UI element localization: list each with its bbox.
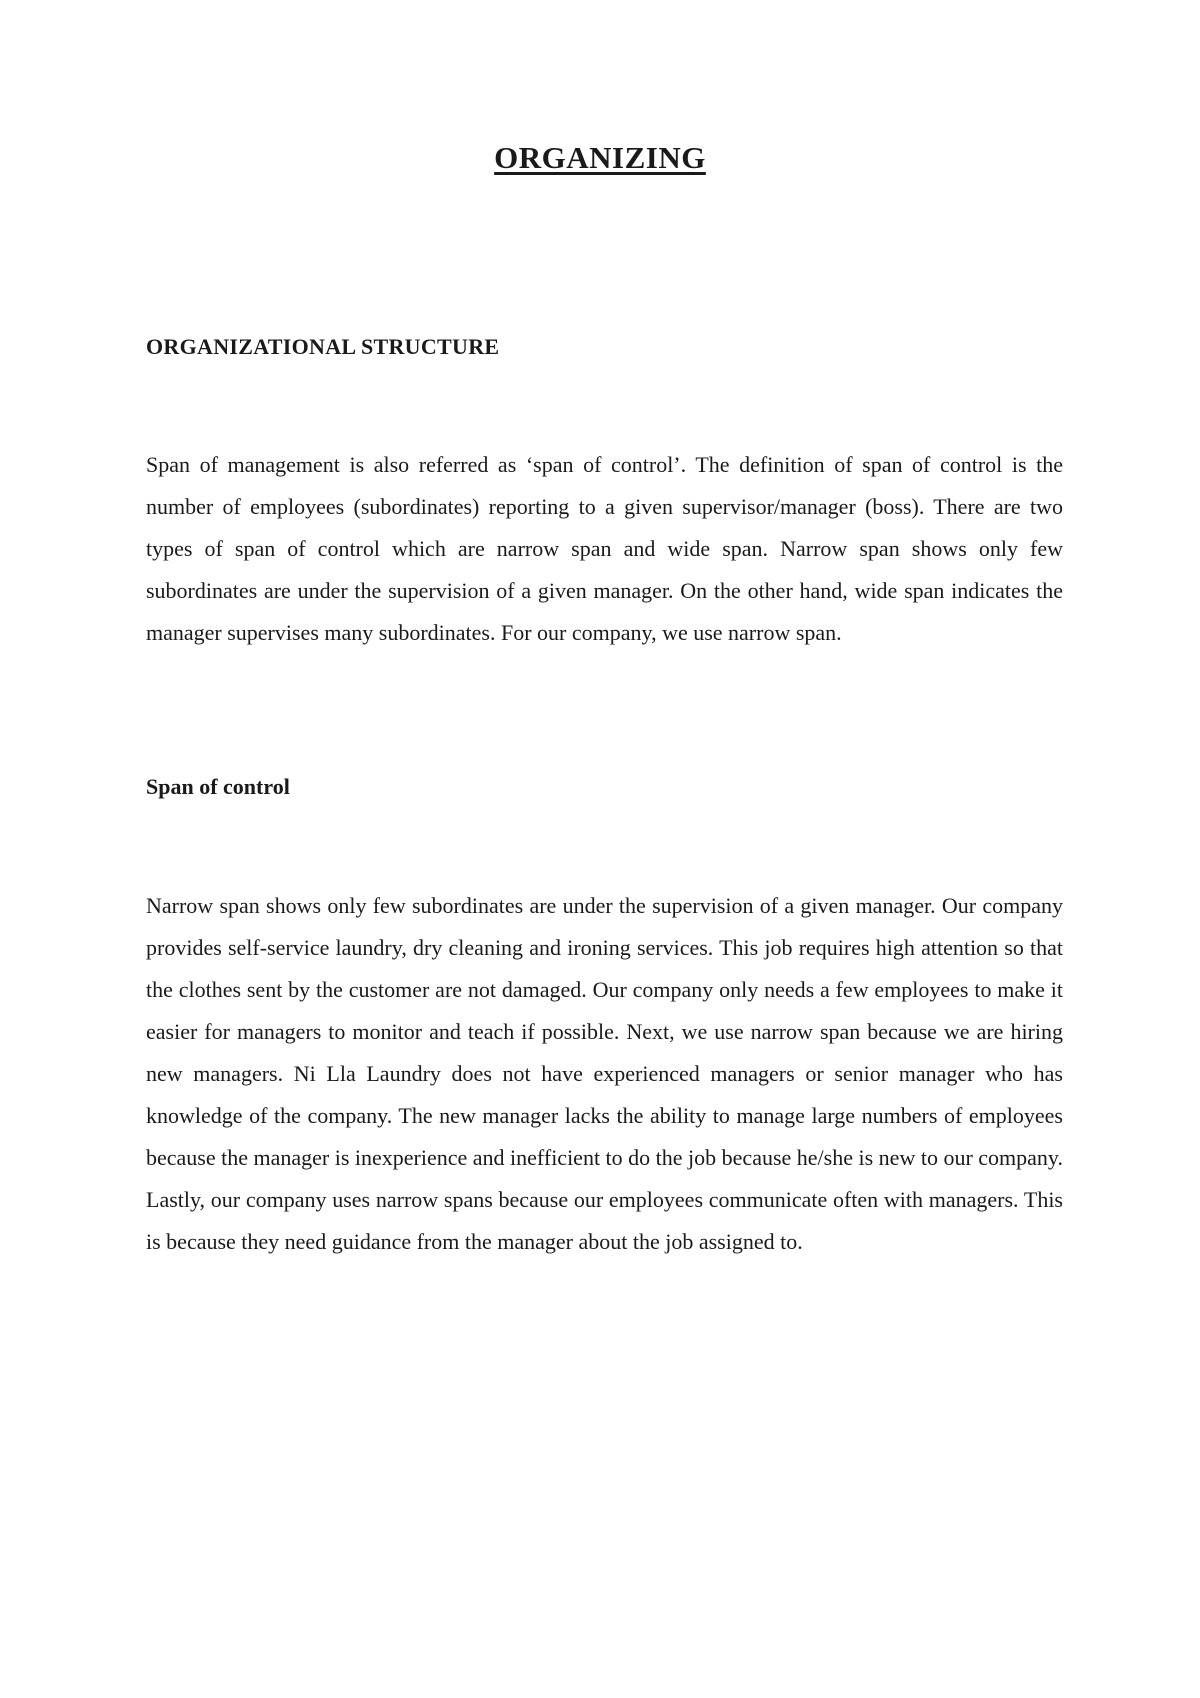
- document-title: ORGANIZING: [494, 140, 706, 175]
- paragraph-narrow-span: Narrow span shows only few subordinates are under the supervision of a given manager. Our company provides self-service laundry, dry cleaning and ironing services. This job requires high attention so that the clothes sent by the customer are not damaged. Our company only needs a few employees to make it easier for managers to monitor and teach if possible. Next, we use narrow span because we are hiring new managers. Ni Lla Laundry does not have experienced managers or senior manager who has knowledge of the company. The new manager lacks the ability to manage large numbers of employees because the manager is inexperience and inefficient to do the job because he/she is new to our company. Lastly, our company uses narrow spans because our employees communicate often with managers. This is because they need guidance from the manager about the job assigned to.: [146, 893, 1063, 1254]
- sub-heading-span-of-control: Span of control: [146, 774, 290, 799]
- section-heading-organizational-structure: ORGANIZATIONAL STRUCTURE: [146, 334, 500, 359]
- paragraph-span-of-management: Span of management is also referred as ‘span of control’. The definition of span of control is the number of employees (subordinates) reporting to a given supervisor/manager (boss). There are two types of span of control which are narrow span and wide span. Narrow span shows only few subordinates are under the supervision of a given manager. On the other hand, wide span indicates the manager supervises many subordinates. For our company, we use narrow span.: [146, 452, 1063, 645]
